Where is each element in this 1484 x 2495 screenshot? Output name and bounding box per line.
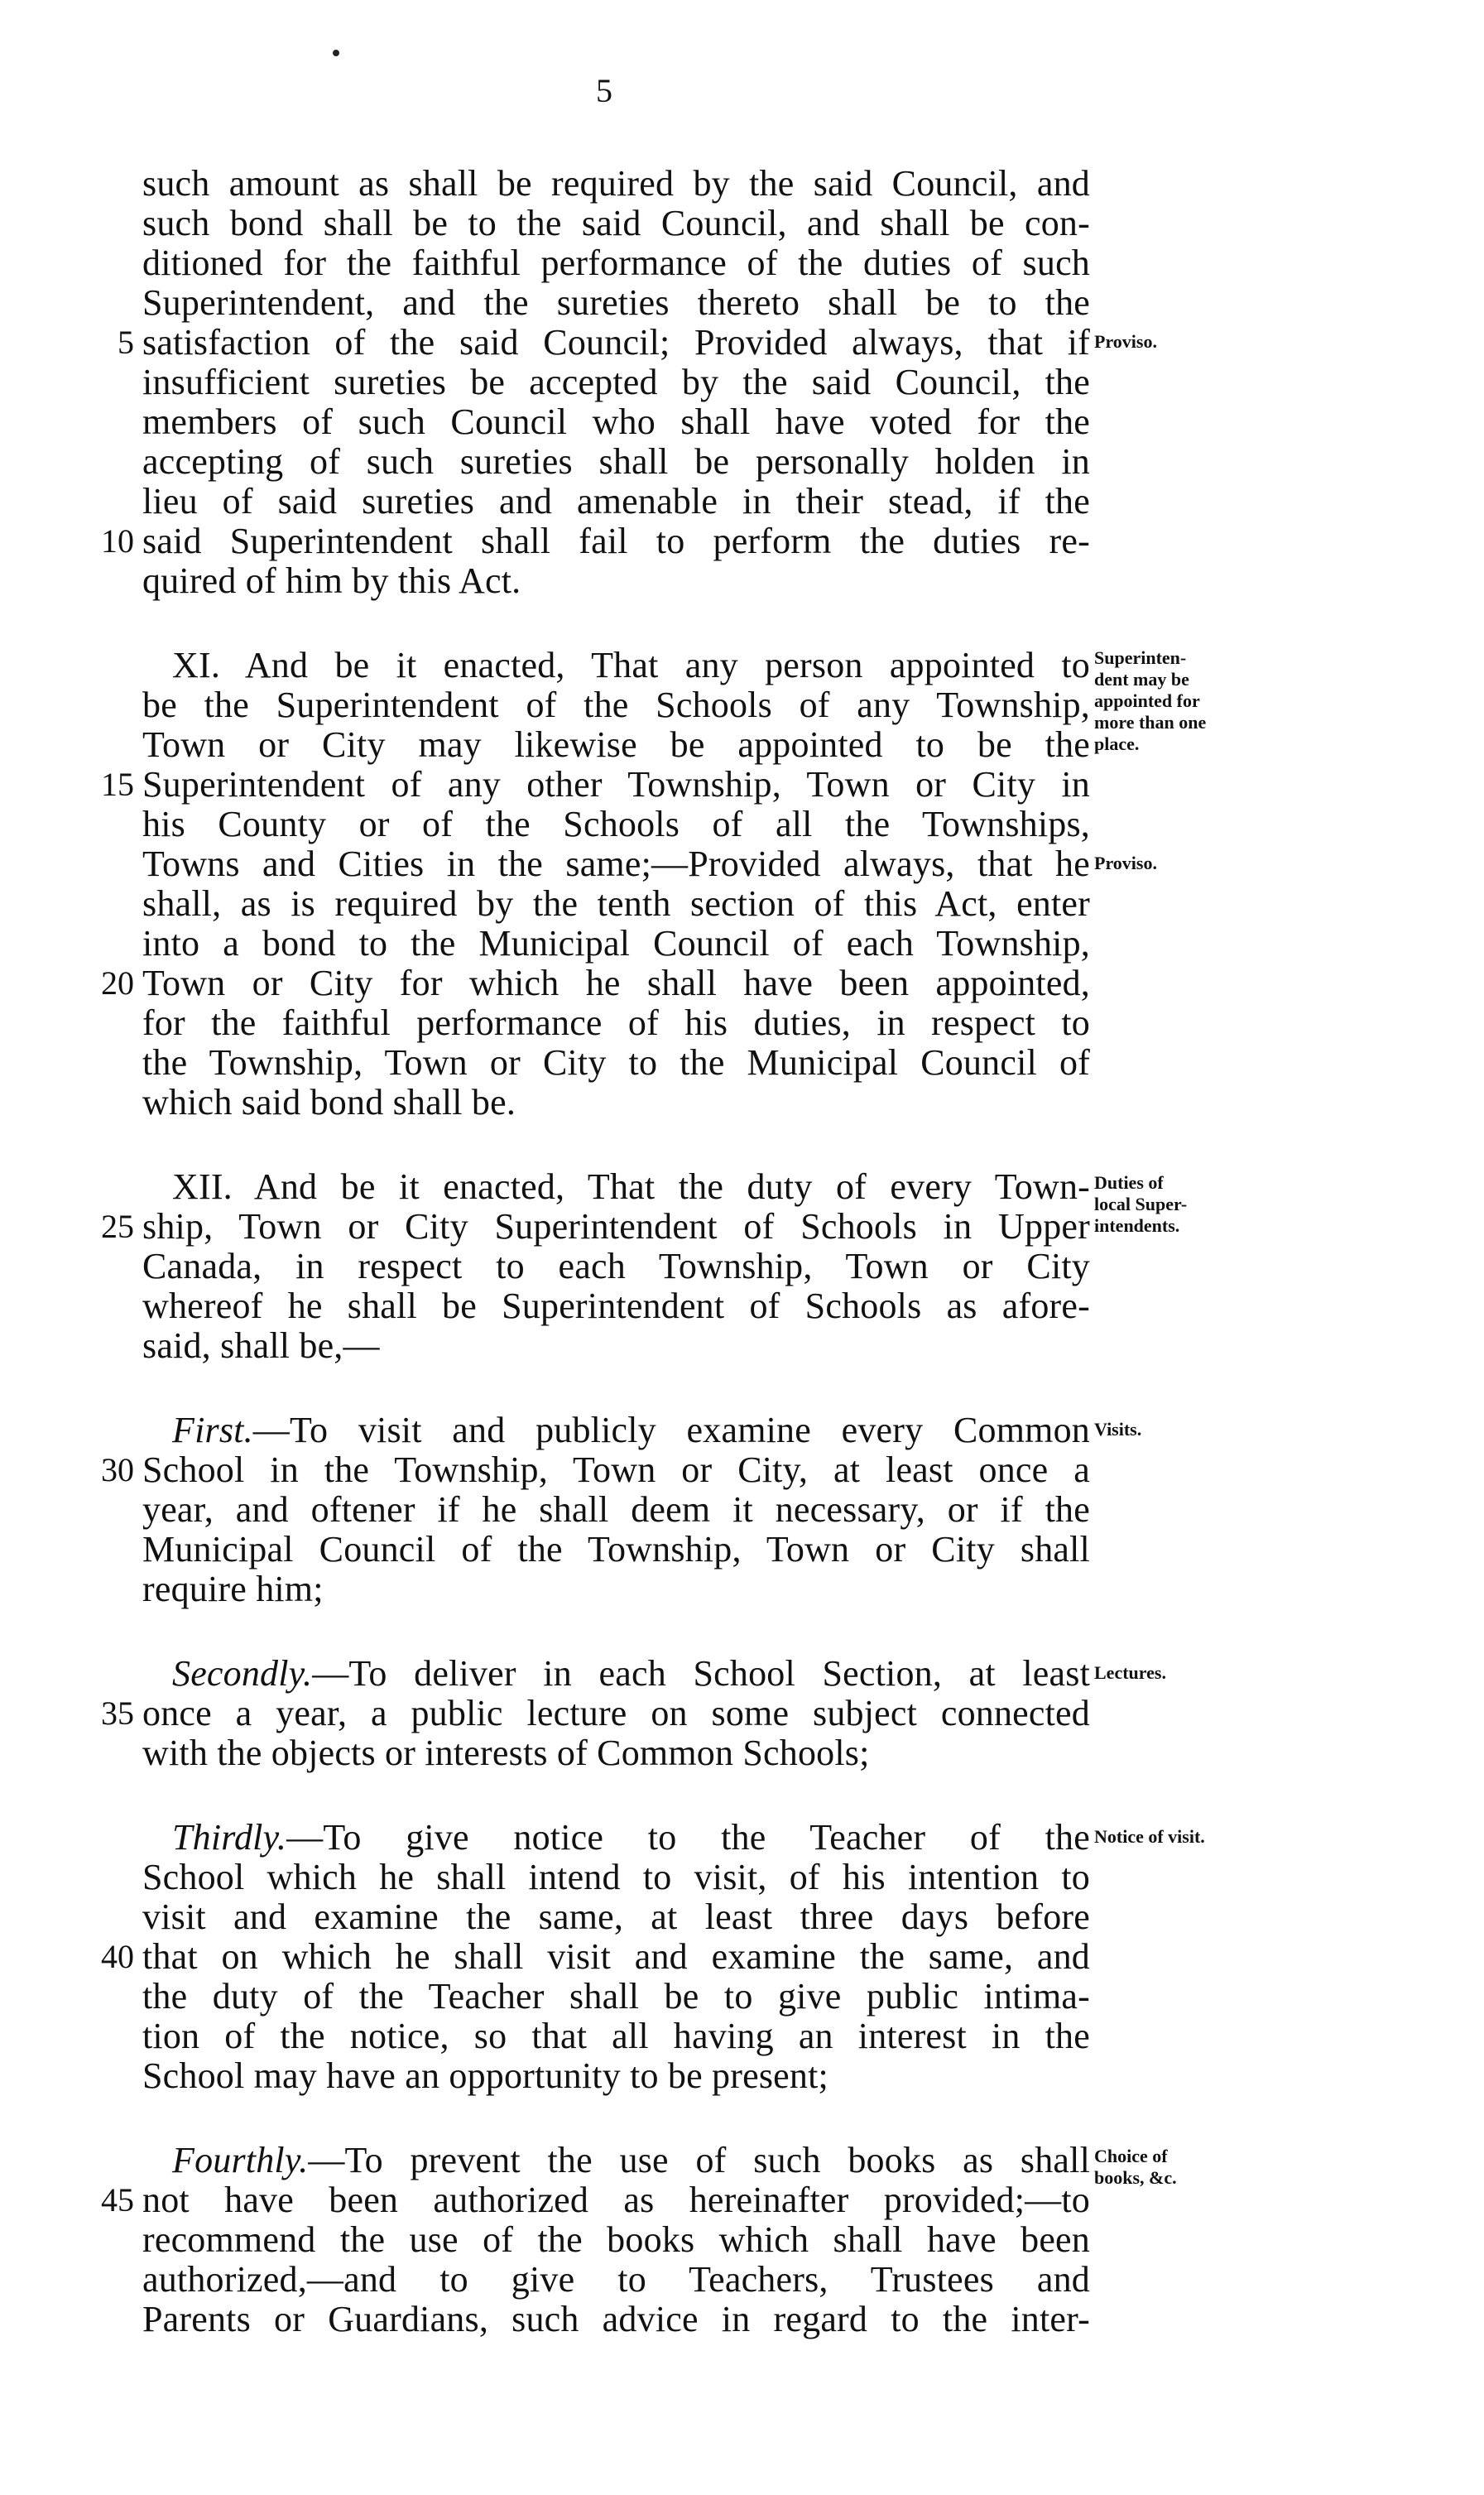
line-text: visit and examine the same, at least three days before xyxy=(142,1896,1090,1937)
line-text: —To visit and publicly examine every Common xyxy=(252,1410,1090,1450)
line-text: XII. And be it enacted, That the duty of every Town- xyxy=(172,1166,1090,1207)
line-text: into a bond to the Municipal Council of each Township, xyxy=(142,923,1090,964)
line-text: XI. And be it enacted, That any person appointed to xyxy=(172,645,1090,685)
line-number: 45 xyxy=(101,2181,134,2219)
text-line xyxy=(172,2141,1090,2180)
text-line xyxy=(142,2260,1090,2300)
text-line xyxy=(142,805,1090,844)
clause-lead: Thirdly. xyxy=(172,1817,287,1858)
text-line xyxy=(142,1977,1090,2017)
line-text: once a year, a public lecture on some subject connected xyxy=(142,1693,1090,1733)
line-text: which said bond shall be. xyxy=(142,1082,516,1123)
clause-lead: Secondly. xyxy=(172,1653,313,1694)
text-line xyxy=(142,1247,1090,1286)
line-text: said Superintendent shall fail to perform the duties re- xyxy=(142,521,1090,561)
text-line xyxy=(142,765,1090,805)
ink-speck xyxy=(333,50,339,56)
margin-note-line: Notice of visit. xyxy=(1094,1826,1205,1847)
line-number: 30 xyxy=(101,1451,134,1488)
text-line xyxy=(142,884,1090,924)
text-line xyxy=(142,1694,1090,1733)
text-line xyxy=(142,283,1090,323)
line-text: Municipal Council of the Township, Town or City shall xyxy=(142,1529,1090,1570)
line-text: shall, as is required by the tenth section of this Act, enter xyxy=(142,883,1090,924)
line-number: 35 xyxy=(101,1695,134,1732)
margin-note-line: Superinten- xyxy=(1094,647,1187,668)
line-number: 20 xyxy=(101,964,134,1002)
line-text: accepting of such sureties shall be personally holden in xyxy=(142,441,1090,482)
text-line xyxy=(142,1490,1090,1530)
text-line xyxy=(142,725,1090,765)
margin-note-line: place. xyxy=(1094,733,1140,754)
line-text: insufficient sureties be accepted by the said Council, the xyxy=(142,362,1090,402)
margin-note-line: appointed for xyxy=(1094,690,1200,711)
text-line xyxy=(142,522,1090,561)
text-line xyxy=(142,1570,1090,1609)
text-line xyxy=(142,164,1090,204)
line-text: such bond shall be to the said Council, and shall be con- xyxy=(142,203,1090,243)
line-text: —To prevent the use of such books as shall xyxy=(308,2140,1090,2180)
line-text: recommend the use of the books which shall have been xyxy=(142,2219,1090,2260)
margin-note xyxy=(1094,1826,1205,1848)
text-line xyxy=(142,1083,1090,1123)
text-line xyxy=(172,1654,1090,1694)
margin-note-line: Lectures. xyxy=(1094,1662,1166,1683)
margin-note xyxy=(1094,1662,1166,1684)
line-text: the Township, Town or City to the Municipal Council of xyxy=(142,1042,1090,1083)
text-line xyxy=(142,204,1090,243)
line-text: tion of the notice, so that all having an interest in the xyxy=(142,2016,1090,2056)
text-line xyxy=(142,402,1090,442)
text-line xyxy=(142,1733,1090,1773)
line-text: not have been authorized as hereinafter provided;—to xyxy=(142,2180,1090,2220)
line-text: with the objects or interests of Common Schools; xyxy=(142,1733,870,1773)
line-text: such amount as shall be required by the said Council, and xyxy=(142,163,1090,204)
text-line xyxy=(142,363,1090,402)
text-line xyxy=(142,1326,1090,1366)
margin-note-line: Proviso. xyxy=(1094,331,1157,352)
text-line xyxy=(142,685,1090,725)
margin-note xyxy=(1094,2146,1177,2189)
margin-note-line: local Super- xyxy=(1094,1194,1188,1214)
line-text: satisfaction of the said Council; Provided always, that if xyxy=(142,322,1090,363)
line-text: the duty of the Teacher shall be to give public intima- xyxy=(142,1976,1090,2017)
margin-note xyxy=(1094,853,1157,874)
line-text: ditioned for the faithful performance of the duties of such xyxy=(142,243,1090,283)
text-line xyxy=(142,2017,1090,2056)
line-text: authorized,—and to give to Teachers, Trustees and xyxy=(142,2259,1090,2300)
margin-note-line: Visits. xyxy=(1094,1419,1142,1440)
text-line xyxy=(172,1167,1090,1207)
text-line xyxy=(142,924,1090,964)
line-text: Parents or Guardians, such advice in regard to the inter- xyxy=(142,2299,1090,2339)
line-text: members of such Council who shall have voted for the xyxy=(142,401,1090,442)
line-text: lieu of said sureties and amenable in their stead, if the xyxy=(142,481,1090,522)
text-line xyxy=(142,1286,1090,1326)
text-line xyxy=(142,2180,1090,2220)
line-text: year, and oftener if he shall deem it necessary, or if the xyxy=(142,1489,1090,1530)
text-line xyxy=(172,1818,1090,1858)
line-text: Town or City may likewise be appointed to be the xyxy=(142,724,1090,765)
text-line xyxy=(142,1897,1090,1937)
text-line xyxy=(142,844,1090,884)
line-number: 40 xyxy=(101,1938,134,1975)
text-line xyxy=(142,442,1090,482)
clause-lead: First. xyxy=(172,1410,253,1450)
margin-note-line: Proviso. xyxy=(1094,853,1157,873)
page-number: 5 xyxy=(596,72,612,109)
line-text: Canada, in respect to each Township, Town or City xyxy=(142,1246,1090,1286)
line-text: —To deliver in each School Section, at least xyxy=(312,1653,1090,1694)
line-text: ship, Town or City Superintendent of Schools in Upper xyxy=(142,1206,1090,1247)
clause-lead: Fourthly. xyxy=(172,2140,309,2180)
text-line xyxy=(142,2056,1090,2096)
line-text: School in the Township, Town or City, at least once a xyxy=(142,1449,1090,1490)
line-text: School which he shall intend to visit, of his intention to xyxy=(142,1857,1090,1897)
text-line xyxy=(142,243,1090,283)
text-line xyxy=(142,1858,1090,1897)
margin-note-line: Duties of xyxy=(1094,1172,1164,1193)
margin-note xyxy=(1094,1172,1187,1237)
text-line xyxy=(142,1937,1090,1977)
text-line xyxy=(142,482,1090,522)
line-number: 5 xyxy=(118,324,134,361)
margin-note-line: books, &c. xyxy=(1094,2167,1177,2188)
line-text: Town or City for which he shall have been appointed, xyxy=(142,963,1090,1003)
text-line xyxy=(142,1450,1090,1490)
margin-note xyxy=(1094,647,1206,755)
line-number: 15 xyxy=(101,766,134,803)
line-text: whereof he shall be Superintendent of Schools as afore- xyxy=(142,1286,1090,1326)
text-line xyxy=(172,1411,1090,1450)
line-text: his County or of the Schools of all the Townships, xyxy=(142,804,1090,844)
line-text: require him; xyxy=(142,1569,324,1609)
text-line xyxy=(142,964,1090,1003)
text-line xyxy=(172,646,1090,685)
line-number: 10 xyxy=(101,522,134,560)
margin-note xyxy=(1094,331,1157,353)
text-line xyxy=(142,1043,1090,1083)
line-text: said, shall be,— xyxy=(142,1325,380,1366)
margin-note-line: intendents. xyxy=(1094,1215,1180,1236)
line-text: Superintendent, and the sureties thereto shall be to the xyxy=(142,282,1090,323)
margin-note-line: Choice of xyxy=(1094,2146,1168,2166)
text-line xyxy=(142,1530,1090,1570)
line-text: that on which he shall visit and examine the same, and xyxy=(142,1936,1090,1977)
text-line xyxy=(142,561,1090,601)
line-number: 25 xyxy=(101,1208,134,1245)
margin-note xyxy=(1094,1419,1141,1440)
line-text: Superintendent of any other Township, Town or City in xyxy=(142,764,1090,805)
line-text: School may have an opportunity to be present; xyxy=(142,2055,828,2096)
margin-note-line: more than one xyxy=(1094,712,1207,733)
line-text: Towns and Cities in the same;—Provided always, that he xyxy=(142,844,1090,884)
text-line xyxy=(142,2300,1090,2339)
line-text: be the Superintendent of the Schools of any Township, xyxy=(142,685,1090,725)
text-line xyxy=(142,2220,1090,2260)
text-line xyxy=(142,1207,1090,1247)
margin-note-line: dent may be xyxy=(1094,669,1189,690)
line-text: quired of him by this Act. xyxy=(142,560,521,601)
text-line xyxy=(142,323,1090,363)
line-text: —To give notice to the Teacher of the xyxy=(286,1817,1090,1858)
text-line xyxy=(142,1003,1090,1043)
line-text: for the faithful performance of his duties, in respect to xyxy=(142,1002,1090,1043)
